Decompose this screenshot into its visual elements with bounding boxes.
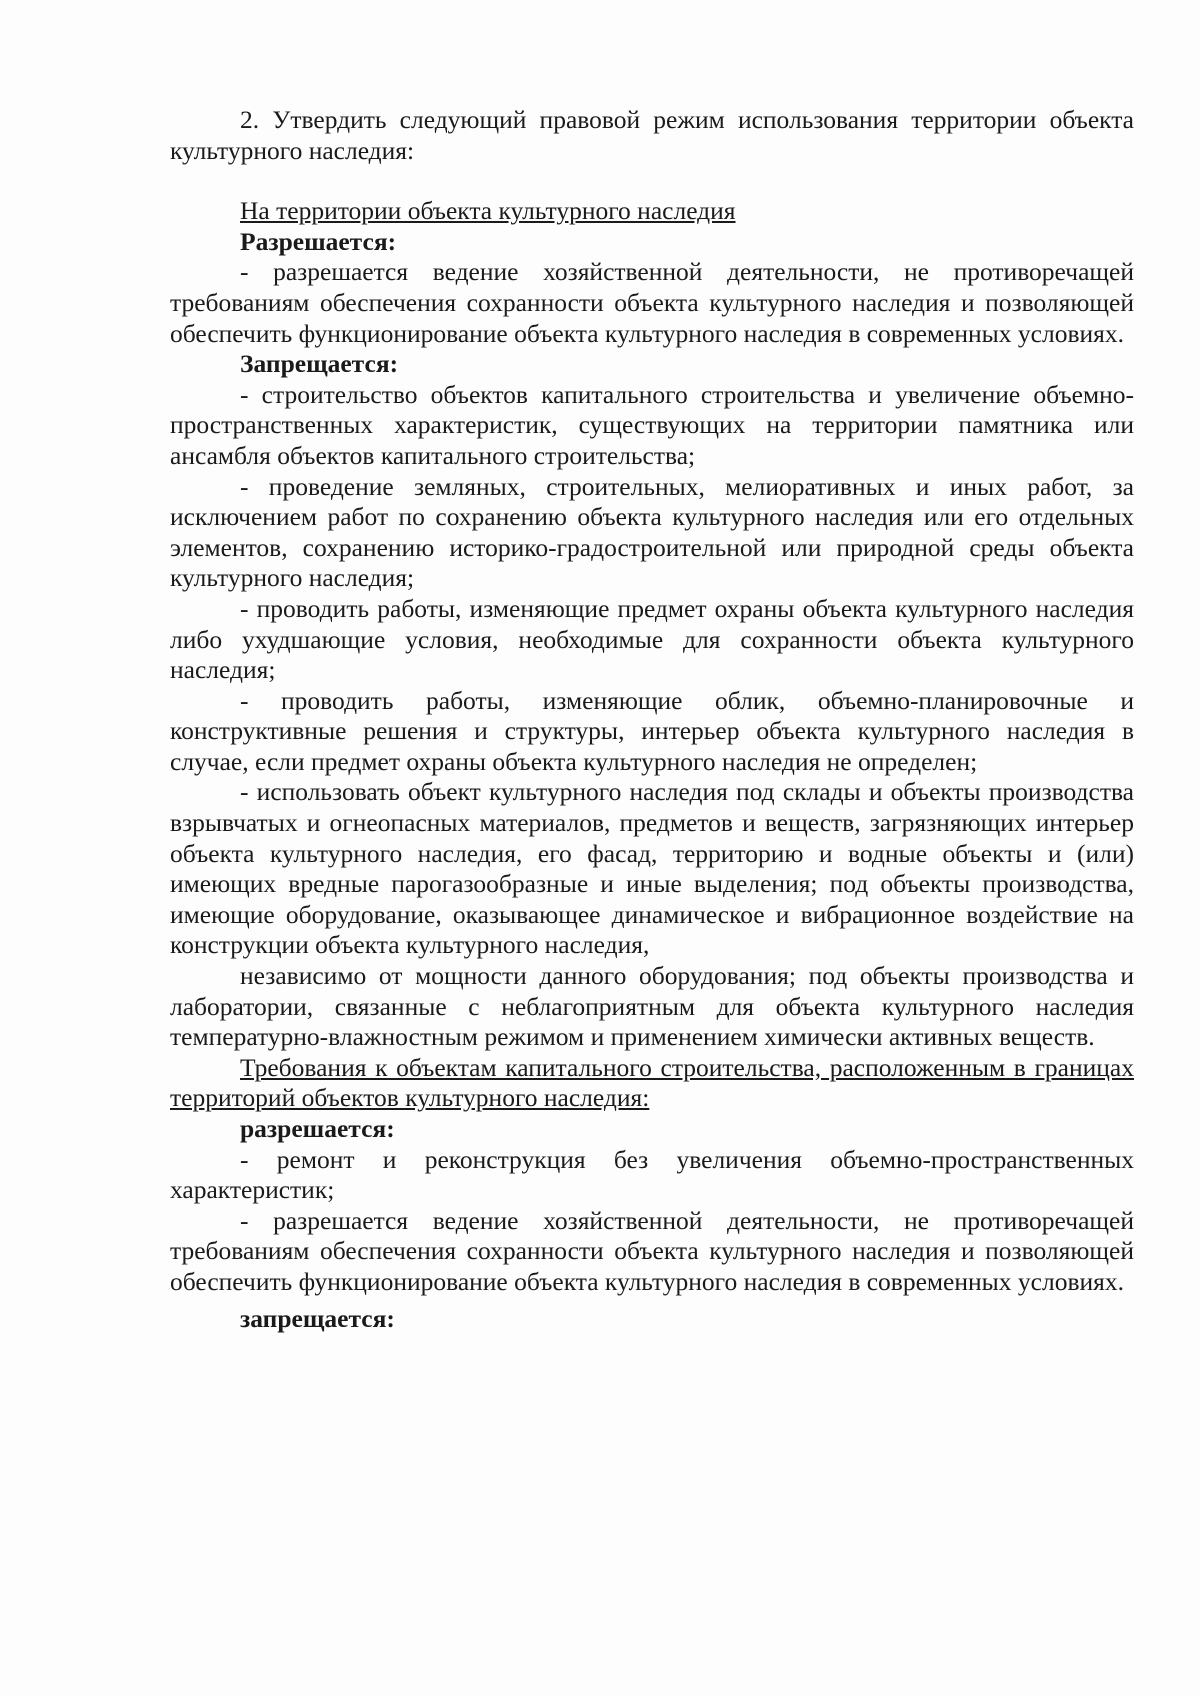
section1-prohibited-item: - проводить работы, изменяющие облик, объемно-планировочные и конструктивные решения и структуры, интерьер объекта культурного наследия в случае, если предмет охраны объекта культурного наследия не определен; [170,685,1134,776]
section2-title-text: Требования к объектам капитального строительства, расположенным в границах территорий объектов культурного наследия: [170,1052,1134,1113]
section1-prohibited-item: - проведение земляных, строительных, мелиоративных и иных работ, за исключением работ по сохранению объекта культурного наследия или его отдельных элементов, сохранению историко-градостроительной или природной среды объекта культурного наследия; [170,471,1134,593]
section1-prohibited-item: независимо от мощности данного оборудования; под объекты производства и лаборатории, связанные с неблагоприятным для объекта культурного наследия температурно-влажностным режимом и применением химически активных веществ. [170,961,1134,1052]
section1-prohibited-item: - использовать объект культурного наследия под склады и объекты производства взрывчатых и огнеопасных материалов, предметов и веществ, загрязняющих интерьер объекта культурного наследия, его фасад, территорию и водные объекты и (или) имеющих вредные парогазообразные и иные выделения; под объекты производства, имеющие оборудование, оказывающее динамическое и вибрационное воздействие на конструкции объекта культурного наследия, [170,777,1134,960]
section1-prohibited-label: Запрещается: [240,349,399,379]
section1-prohibited-item: - строительство объектов капитального строительства и увеличение объемно-пространственных характеристик, существующих на территории памятника или ансамбля объектов капитального строительства; [170,379,1134,470]
section2-allowed-item: - ремонт и реконструкция без увеличения объемно-пространственных характеристик; [170,1144,1134,1205]
document-body [170,105,1134,1334]
section2-title [170,1053,1134,1114]
section1-allowed-label: Разрешается: [240,226,397,256]
section1-title [170,196,1134,227]
section1-allowed-item: - разрешается ведение хозяйственной деятельности, не противоречащей требованиям обеспечения сохранности объекта культурного наследия и позволяющей обеспечить функционирование объекта культурного наследия в современных условиях. [170,257,1134,348]
section1-title-text: На территории объекта культурного наследия [240,196,736,226]
section2-allowed-label: разрешается: [240,1114,395,1143]
section2-prohibited-label: запрещается: [240,1303,395,1333]
section1-prohibited-item: - проводить работы, изменяющие предмет охраны объекта культурного наследия либо ухудшающие условия, необходимые для сохранности объекта культурного наследия; [170,593,1134,685]
item-2-paragraph: 2. Утвердить следующий правовой режим использования территории объекта культурного наследия: [170,105,1134,165]
section2-allowed-item: - разрешается ведение хозяйственной деятельности, не противоречащей требованиям обеспечения сохранности объекта культурного наследия и позволяющей обеспечить функционирование объекта культурного наследия в современных условиях. [170,1205,1134,1296]
